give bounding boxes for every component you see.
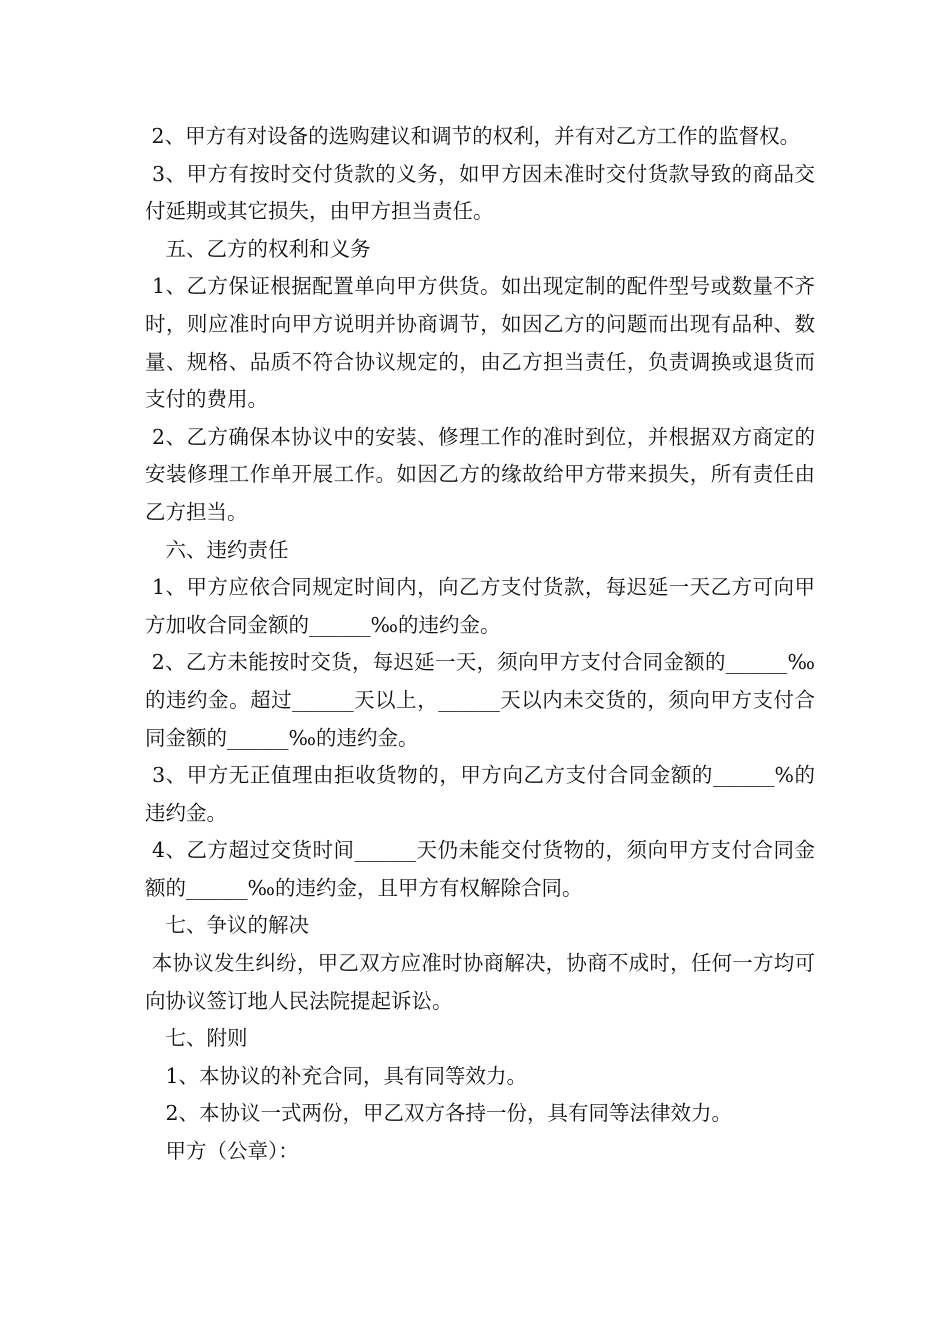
paragraph-4-2: 2、甲方有对设备的选购建议和调节的权利，并有对乙方工作的监督权。: [145, 124, 801, 148]
section-heading-5: 五、乙方的权利和义务: [145, 236, 371, 261]
paragraph-4-3: 3、甲方有按时交付货款的义务，如甲方因未准时交付货款导致的商品交付延期或其它损失，由甲方担当责任。: [145, 161, 815, 224]
paragraph-5-1: 1、乙方保证根据配置单向甲方供货。如出现定制的配件型号或数量不齐时，则应准时向甲方说明并协商调节，如因乙方的问题而出现有品种、数量、规格、品质不符合协议规定的，由乙方担当责任，负责调换或退货而支付的费用。: [145, 274, 815, 412]
paragraph-6-3: 3、甲方无正值理由拒收货物的，甲方向乙方支付合同金额的______%的违约金。: [145, 763, 815, 825]
paragraph-6-2: 2、乙方未能按时交货，每迟延一天，须向甲方支付合同金额的______‰的违约金。超过______天以上，______天以内未交货的，须向甲方支付合同金额的______‰的违约金。: [145, 650, 815, 750]
paragraph-5-2: 2、乙方确保本协议中的安装、修理工作的准时到位，并根据双方商定的安装修理工作单开展工作。如因乙方的缘故给甲方带来损失，所有责任由乙方担当。: [145, 424, 815, 524]
paragraph-appendix-1: 1、本协议的补充合同，具有同等效力。: [145, 1063, 528, 1088]
document-body: [145, 118, 815, 1171]
paragraph-7-dispute: 本协议发生纠纷，甲乙双方应准时协商解决，协商不成时，任何一方均可向协议签订地人民法院提起诉讼。: [145, 951, 815, 1013]
section-heading-6: 六、违约责任: [145, 537, 289, 562]
section-heading-7-dispute: 七、争议的解决: [145, 913, 309, 938]
section-heading-7-appendix: 七、附则: [145, 1026, 248, 1051]
paragraph-appendix-2: 2、本协议一式两份，甲乙双方各持一份，具有同等法律效力。: [145, 1101, 733, 1126]
paragraph-6-1: 1、甲方应依合同规定时间内，向乙方支付货款，每迟延一天乙方可向甲方加收合同金额的______‰的违约金。: [145, 575, 815, 637]
signature-party-a: 甲方（公章）：: [145, 1139, 299, 1164]
paragraph-6-4: 4、乙方超过交货时间______天仍未能交付货物的，须向甲方支付合同金额的______‰的违约金，且甲方有权解除合同。: [145, 838, 815, 900]
